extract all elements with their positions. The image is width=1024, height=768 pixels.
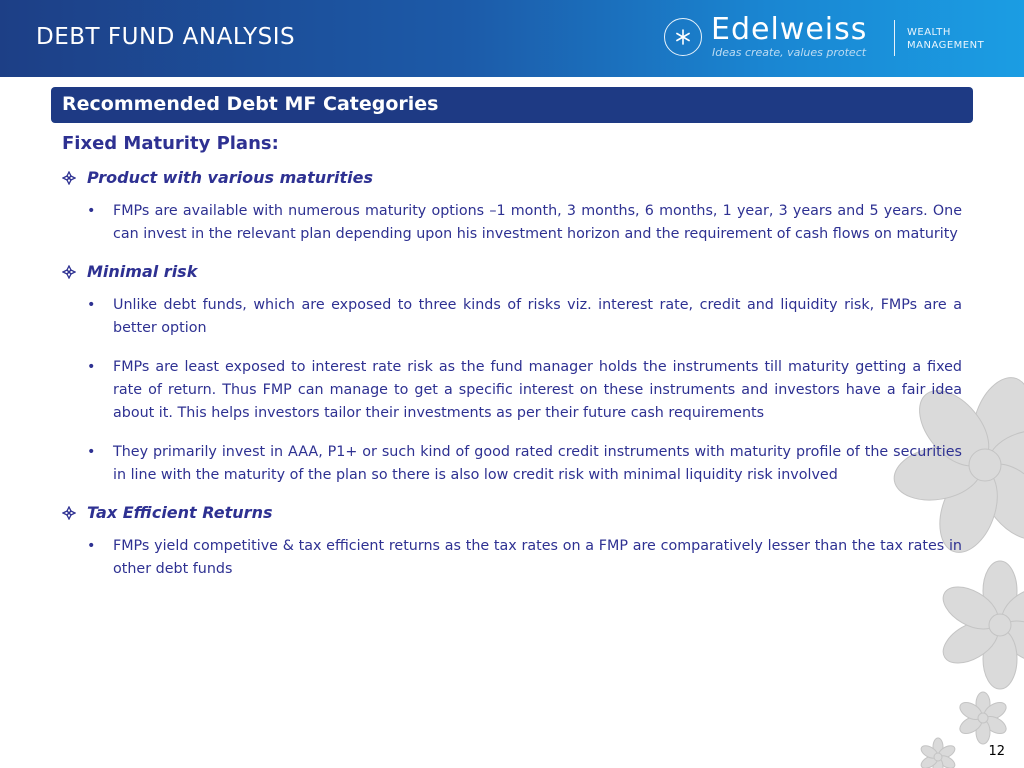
brand-logo	[664, 14, 1004, 64]
logo-division-line2: MANAGEMENT	[907, 40, 985, 51]
topic-heading	[62, 262, 962, 282]
list-item-text: FMPs yield competitive & tax efficient returns as the tax rates on a FMP are comparatively lesser than the tax rates in other debt funds	[113, 538, 962, 577]
bullet-dot-icon: •	[87, 444, 96, 460]
flower-icon	[957, 692, 1009, 744]
bullet-dot-icon: •	[87, 297, 96, 313]
topic-heading-text: Product with various maturities	[87, 168, 374, 187]
diamond-bullet-icon	[62, 506, 76, 520]
bullet-dot-icon: •	[87, 203, 96, 219]
list-item-text: Unlike debt funds, which are exposed to three kinds of risks viz. interest rate, credit and liquidity risk, FMPs are a better option	[113, 297, 962, 336]
diamond-bullet-icon	[62, 265, 76, 279]
list-item	[62, 200, 962, 246]
list-item-text: FMPs are least exposed to interest rate risk as the fund manager holds the instruments till maturity getting a fixed rate of return. Thus FMP can manage to get a specific interest on these instruments and investors have a fair idea about it. This helps investors tailor their investments as per their future cash requirements	[113, 359, 962, 421]
topic-heading-text: Minimal risk	[87, 262, 198, 281]
logo-tagline: Ideas create, values protect	[712, 46, 867, 59]
section-title-bar	[51, 87, 973, 123]
content-body	[62, 133, 962, 597]
page-title: DEBT FUND ANALYSIS	[36, 24, 296, 50]
topic-heading-text: Tax Efficient Returns	[87, 503, 273, 522]
logo-name: Edelweiss	[711, 12, 868, 47]
list-item	[62, 535, 962, 581]
section-title: Recommended Debt MF Categories	[62, 93, 439, 115]
snowflake-icon	[674, 28, 692, 46]
topic-heading	[62, 168, 962, 188]
page-number: 12	[988, 744, 1005, 759]
list-item-text: They primarily invest in AAA, P1+ or such kind of good rated credit instruments with maturity profile of the securities in line with the maturity of the plan so there is also low credit risk with minimal liquidity risk involved	[113, 444, 962, 483]
logo-division-line1: WEALTH	[907, 27, 951, 38]
content-heading: Fixed Maturity Plans:	[62, 133, 279, 154]
flower-icon	[919, 738, 957, 768]
list-item-text: FMPs are available with numerous maturity options –1 month, 3 months, 6 months, 1 year, 3 years and 5 years. One can invest in the relevant plan depending upon his investment horizon and the requirement of cash flows on maturity	[113, 203, 962, 242]
diamond-bullet-icon	[62, 171, 76, 185]
list-item	[62, 294, 962, 340]
logo-divider	[894, 20, 895, 56]
logo-emblem	[664, 18, 702, 56]
logo-division	[907, 26, 984, 52]
list-item	[62, 356, 962, 425]
list-item	[62, 441, 962, 487]
topic-heading	[62, 503, 962, 523]
header-banner	[0, 0, 1024, 77]
bullet-dot-icon: •	[87, 359, 96, 375]
bullet-dot-icon: •	[87, 538, 96, 554]
